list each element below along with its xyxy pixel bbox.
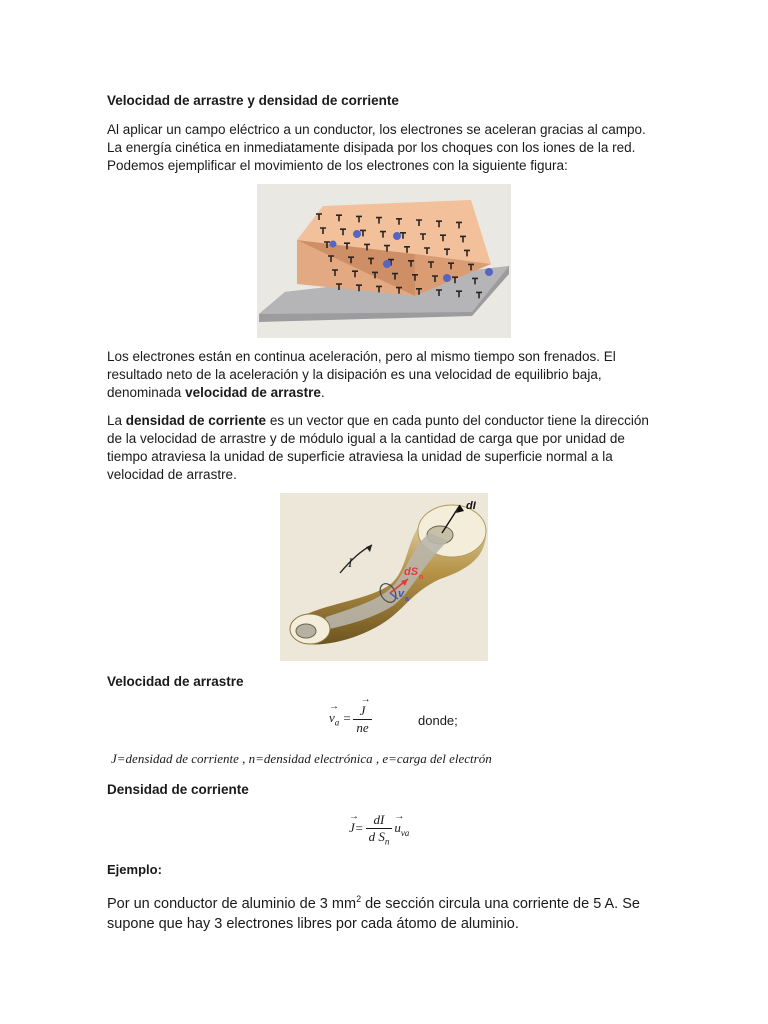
bold-term: velocidad de arrastre xyxy=(185,385,321,400)
intro-line: La energía cinética en inmediatamente disipada por los choques con los iones de la red. xyxy=(107,140,636,155)
acceleration-paragraph xyxy=(107,348,667,402)
dsn-label: dS xyxy=(404,566,419,578)
dsn-subscript: n xyxy=(419,574,424,581)
current-label: I xyxy=(348,555,353,570)
definitions-line: J=densidad de corriente , n=densidad electrónica , e=carga del electrón xyxy=(111,751,492,766)
conductor-tube-illustration xyxy=(280,493,488,661)
text-run: es un vector que en cada punto del conductor tiene la dirección xyxy=(266,413,649,428)
va-label: v xyxy=(398,588,405,600)
formula-subscript: va xyxy=(400,827,410,838)
formula-variable: d S xyxy=(368,829,385,844)
intro-line: Al aplicar un campo eléctrico a un conductor, los electrones se aceleran gracias al campo. xyxy=(107,122,646,137)
vector-arrow: → xyxy=(394,811,405,823)
conductor-tube-figure xyxy=(280,493,488,661)
formula-subscript: a xyxy=(334,718,340,729)
formula-fraction xyxy=(366,812,393,847)
paragraph-line xyxy=(107,384,667,402)
formula-subscript: n xyxy=(384,836,390,847)
formula-equals: = xyxy=(342,710,352,726)
fraction-numerator: dI xyxy=(366,812,393,829)
vector-symbol xyxy=(329,701,339,726)
donde-label: donde; xyxy=(418,713,458,728)
fraction-numerator xyxy=(353,694,371,720)
section-heading-velocidad: Velocidad de arrastre xyxy=(107,674,244,689)
vector-symbol xyxy=(394,811,405,836)
formula-lhs xyxy=(329,701,343,729)
vector-arrow: → xyxy=(349,811,359,823)
paragraph-line: tiempo atraviesa la unidad de superficie atraviesa la unidad de superficie normal a la xyxy=(107,449,613,464)
formula-variable: v xyxy=(329,710,335,726)
paragraph-line: Los electrones están en continua aceleración, pero al mismo tiempo son frenados. El xyxy=(107,349,616,364)
va-subscript: a xyxy=(405,596,409,603)
density-paragraph xyxy=(107,412,667,484)
di-label: dI xyxy=(466,500,476,512)
bold-term: densidad de corriente xyxy=(125,413,267,428)
fraction-denominator xyxy=(366,829,393,847)
paragraph-line xyxy=(107,889,640,914)
text-run: Por un conductor de aluminio de 3 mm xyxy=(107,895,357,912)
example-paragraph xyxy=(107,889,640,934)
text-run: La xyxy=(107,413,126,428)
paragraph-line: velocidad de arrastre. xyxy=(107,467,237,482)
formula-equals: = xyxy=(354,820,364,836)
page-title: Velocidad de arrastre y densidad de corriente xyxy=(107,93,399,108)
intro-paragraph xyxy=(107,121,667,175)
formula-variable: J xyxy=(349,820,355,836)
example-heading: Ejemplo: xyxy=(107,862,162,877)
paragraph-line xyxy=(107,412,667,430)
paragraph-line: supone que hay 3 electrones libres por cada átomo de aluminio. xyxy=(107,915,519,932)
fraction-denominator: ne xyxy=(356,720,369,735)
text-run: . xyxy=(320,385,325,400)
electron-wedge-illustration xyxy=(257,184,511,338)
electron-wedge-figure xyxy=(257,184,511,338)
superscript: 2 xyxy=(356,894,362,904)
formula-variable: J xyxy=(359,703,366,718)
intro-line: Podemos ejemplificar el movimiento de los electrones con la siguiente figura: xyxy=(107,158,568,173)
formula-fraction xyxy=(353,694,371,736)
paragraph-line: resultado neto de la aceleración y la disipación es una velocidad de equilibrio baja, xyxy=(107,367,602,382)
formula-variable: u xyxy=(394,820,401,836)
vector-symbol xyxy=(349,811,359,836)
current-density-formula xyxy=(349,812,409,847)
text-run: denominada xyxy=(107,385,186,400)
drift-velocity-formula xyxy=(329,694,374,736)
vector-arrow: → xyxy=(360,694,371,705)
text-run: de sección circula una corriente de 5 A. Se xyxy=(361,895,640,912)
vector-arrow: → xyxy=(329,701,339,713)
section-heading-densidad: Densidad de corriente xyxy=(107,782,249,797)
paragraph-line: de la velocidad de arrastre y de módulo igual a la cantidad de carga que por unidad de xyxy=(107,431,625,446)
